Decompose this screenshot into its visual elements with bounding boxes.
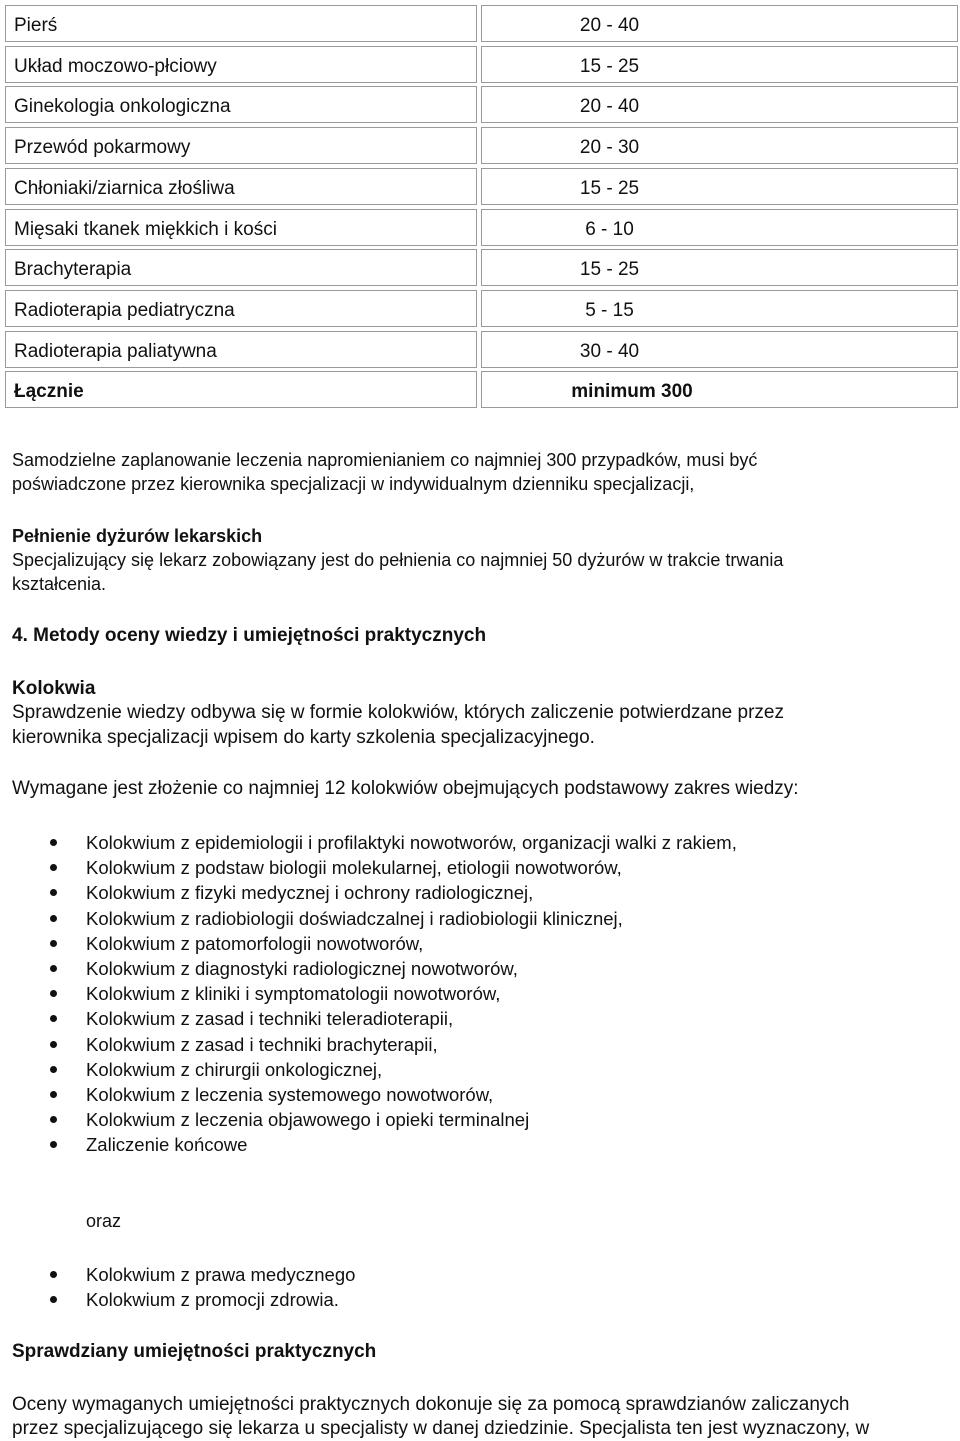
- bullet-icon: [50, 940, 57, 947]
- table-cell-label: [5, 209, 477, 246]
- table-cell-label: [5, 168, 477, 205]
- table-cell-value: [481, 46, 958, 83]
- table-row: [5, 209, 959, 246]
- list-item-label: Zaliczenie końcowe: [86, 1134, 248, 1156]
- table-row: [5, 331, 959, 368]
- row-value: 15 - 25: [579, 259, 640, 281]
- list-item-label: Kolokwium z diagnostyki radiologicznej nowotworów,: [86, 957, 518, 979]
- table-cell-label: [5, 5, 477, 42]
- table-row: [5, 249, 959, 286]
- practical-line-1: Oceny wymaganych umiejętności praktycznych dokonuje się za pomocą sprawdzianów zaliczanych: [12, 1394, 850, 1415]
- row-value: 20 - 40: [579, 15, 640, 36]
- row-value: 15 - 25: [579, 55, 640, 77]
- kolokwia-heading: Kolokwia: [12, 678, 96, 699]
- table-cell-label: [5, 290, 477, 327]
- bullet-icon: [50, 839, 57, 846]
- table-cell-label: [5, 249, 477, 286]
- table-cell-value: [481, 371, 958, 408]
- row-label: Łącznie: [14, 381, 84, 403]
- table-cell-value: [481, 249, 958, 286]
- table-cell-value: [481, 86, 958, 123]
- practical-line-2: przez specjalizującego się lekarza u specjalisty w danej dziedzinie. Specjalista ten jest wyznaczony, w: [12, 1418, 870, 1439]
- row-value: 6 - 10: [585, 218, 634, 240]
- table-cell-value: [481, 168, 958, 205]
- section-4-heading: 4. Metody oceny wiedzy i umiejętności praktycznych: [12, 625, 487, 646]
- table-cell-value: [481, 5, 958, 42]
- list-item-label: Kolokwium z prawa medycznego: [86, 1264, 356, 1285]
- table-row: [5, 5, 959, 42]
- table-cell-value: [481, 290, 958, 327]
- table-cell-value: [481, 127, 958, 164]
- table-row: [5, 46, 959, 83]
- oraz-label: oraz: [86, 1211, 122, 1231]
- bullet-icon: [50, 1091, 57, 1098]
- planning-paragraph-line-1: Samodzielne zaplanowanie leczenia napromienianiem co najmniej 300 przypadków, musi być: [12, 450, 758, 470]
- table-row: [5, 86, 959, 123]
- table-cell-label: [5, 331, 477, 368]
- list-item-label: Kolokwium z kliniki i symptomatologii nowotworów,: [86, 983, 501, 1005]
- list-item-label: Kolokwium z patomorfologii nowotworów,: [86, 932, 424, 954]
- requirements-table: [5, 5, 959, 415]
- list-item-label: Kolokwium z epidemiologii i profilaktyki nowotworów, organizacji walki z rakiem,: [86, 832, 737, 853]
- row-label: Przewód pokarmowy: [14, 137, 191, 159]
- bullet-icon: [50, 1116, 57, 1123]
- row-value: 5 - 15: [585, 299, 634, 321]
- table-cell-value: [481, 209, 958, 246]
- row-label: Mięsaki tkanek miękkich i kości: [14, 218, 277, 240]
- row-label: Chłoniaki/ziarnica złośliwa: [14, 177, 235, 199]
- row-value: 15 - 25: [579, 177, 640, 199]
- table-cell-value: [481, 331, 958, 368]
- row-value: minimum 300: [571, 381, 693, 403]
- bullet-icon: [50, 864, 57, 871]
- bullet-icon: [50, 1041, 57, 1048]
- kolokwia-line-2: kierownika specjalizacji wpisem do karty szkolenia specjalizacyjnego.: [12, 727, 595, 748]
- table-row: [5, 127, 959, 164]
- bullet-icon: [50, 1271, 57, 1278]
- row-label: Radioterapia paliatywna: [14, 340, 217, 362]
- table-row: [5, 290, 959, 327]
- bullet-icon: [50, 1296, 57, 1303]
- row-label: Radioterapia pediatryczna: [14, 299, 235, 321]
- row-label: Ginekologia onkologiczna: [14, 96, 231, 118]
- table-row: [5, 168, 959, 205]
- bullet-icon: [50, 1141, 57, 1148]
- kolokwia-intro: Wymagane jest złożenie co najmniej 12 kolokwiów obejmujących podstawowy zakres wiedzy:: [12, 778, 799, 799]
- table-cell-label: [5, 371, 477, 408]
- row-value: 20 - 40: [579, 96, 640, 118]
- row-label: Pierś: [14, 15, 58, 36]
- bullet-icon: [50, 915, 57, 922]
- duty-heading: Pełnienie dyżurów lekarskich: [12, 526, 263, 546]
- list-item-label: Kolokwium z podstaw biologii molekularnej, etiologii nowotworów,: [86, 857, 622, 879]
- list-item-label: Kolokwium z radiobiologii doświadczalnej i radiobiologii klinicznej,: [86, 907, 623, 929]
- duty-line-2: kształcenia.: [12, 574, 107, 594]
- list-item-label: Kolokwium z promocji zdrowia.: [86, 1289, 339, 1311]
- list-item-label: Kolokwium z zasad i techniki brachyterapii,: [86, 1033, 438, 1055]
- list-item-label: Kolokwium z fizyki medycznej i ochrony radiologicznej,: [86, 882, 534, 904]
- list-item-label: Kolokwium z leczenia objawowego i opieki terminalnej: [86, 1109, 530, 1131]
- row-label: Brachyterapia: [14, 259, 132, 281]
- table-cell-label: [5, 46, 477, 83]
- kolokwia-line-1: Sprawdzenie wiedzy odbywa się w formie kolokwiów, których zaliczenie potwierdzane przez: [12, 702, 784, 723]
- list-item-label: Kolokwium z leczenia systemowego nowotworów,: [86, 1083, 494, 1105]
- table-cell-label: [5, 86, 477, 123]
- bullet-icon: [50, 965, 57, 972]
- planning-paragraph-line-2: poświadczone przez kierownika specjalizacji w indywidualnym dzienniku specjalizacji,: [12, 474, 695, 494]
- bullet-icon: [50, 889, 57, 896]
- row-value: 30 - 40: [579, 340, 640, 362]
- bullet-icon: [50, 1066, 57, 1073]
- duty-line-1: Specjalizujący się lekarz zobowiązany jest do pełnienia co najmniej 50 dyżurów w trakcie trwania: [12, 550, 784, 570]
- bullet-icon: [50, 990, 57, 997]
- bullet-icon: [50, 1015, 57, 1022]
- list-item-label: Kolokwium z zasad i techniki teleradioterapii,: [86, 1008, 454, 1030]
- table-cell-label: [5, 127, 477, 164]
- row-label: Układ moczowo-płciowy: [14, 55, 217, 77]
- table-row: [5, 371, 959, 408]
- list-item-label: Kolokwium z chirurgii onkologicznej,: [86, 1058, 383, 1080]
- practical-heading: Sprawdziany umiejętności praktycznych: [12, 1341, 377, 1362]
- row-value: 20 - 30: [579, 137, 640, 159]
